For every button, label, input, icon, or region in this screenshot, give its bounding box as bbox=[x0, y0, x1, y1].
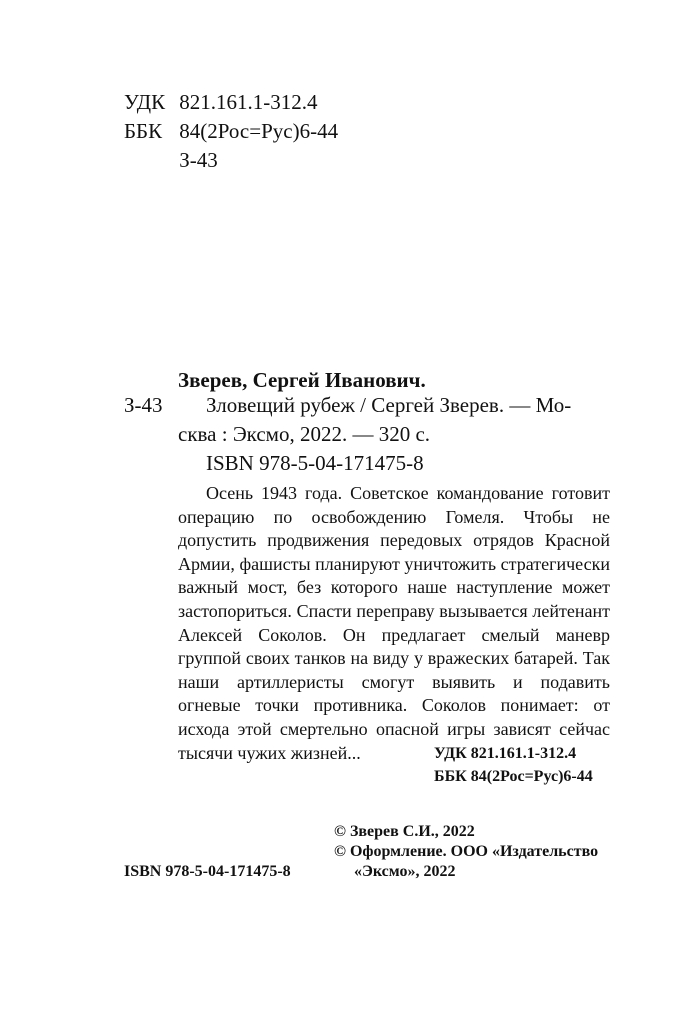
copyright-line-1: © Зверев С.И., 2022 bbox=[334, 823, 475, 840]
bottom-udk: УДК 821.161.1-312.4 bbox=[434, 745, 577, 762]
bottom-bbk: ББК 84(2Рос=Рус)6-44 bbox=[434, 768, 593, 785]
top-bbk-value: 84(2Рос=Рус)6-44 bbox=[179, 119, 339, 143]
top-udk-label: УДК bbox=[124, 90, 166, 114]
top-udk-line bbox=[124, 88, 338, 117]
annotation-text: Осень 1943 года. Советское командование готовит операцию по освобождению Гомеля. Чтобы не допустить продвижения передовых отрядов Красной Армии, фашисты планируют уничтожить стратегически важный мост, без которого наше наступление может застопориться. Спасти переправу вызывается лейтенант Алексей Соколов. Он предлагает смелый маневр группой своих танков на виду у вражеских батарей. Так наши артиллеристы смогут выявить и подавить огневые точки противника. Соколов понимает: от исхода этой смертельно опасной игры зависят сейчас тысячи чужих жизней... bbox=[178, 483, 610, 763]
top-classification-block bbox=[124, 88, 338, 175]
record-author: Зверев, Сергей Иванович. bbox=[178, 368, 426, 392]
record-title-line-2: сква : Эксмо, 2022. — 320 с. bbox=[178, 422, 431, 446]
record-author-sign: З-43 bbox=[124, 393, 163, 417]
isbn-bottom: ISBN 978-5-04-171475-8 bbox=[124, 863, 291, 880]
top-author-sign: З-43 bbox=[179, 148, 218, 172]
copyright-line-3: «Эксмо», 2022 bbox=[354, 863, 456, 880]
top-udk-value: 821.161.1-312.4 bbox=[179, 90, 318, 114]
annotation-block bbox=[178, 482, 610, 765]
copyright-line-2: © Оформление. ООО «Издательство bbox=[334, 843, 599, 860]
record-title-line-1: Зловещий рубеж / Сергей Зверев. — Мо- bbox=[206, 393, 572, 417]
top-bbk-label: ББК bbox=[124, 119, 163, 143]
top-bbk-line bbox=[124, 117, 338, 146]
record-isbn: ISBN 978-5-04-171475-8 bbox=[206, 451, 424, 475]
top-author-sign-line bbox=[124, 146, 338, 175]
